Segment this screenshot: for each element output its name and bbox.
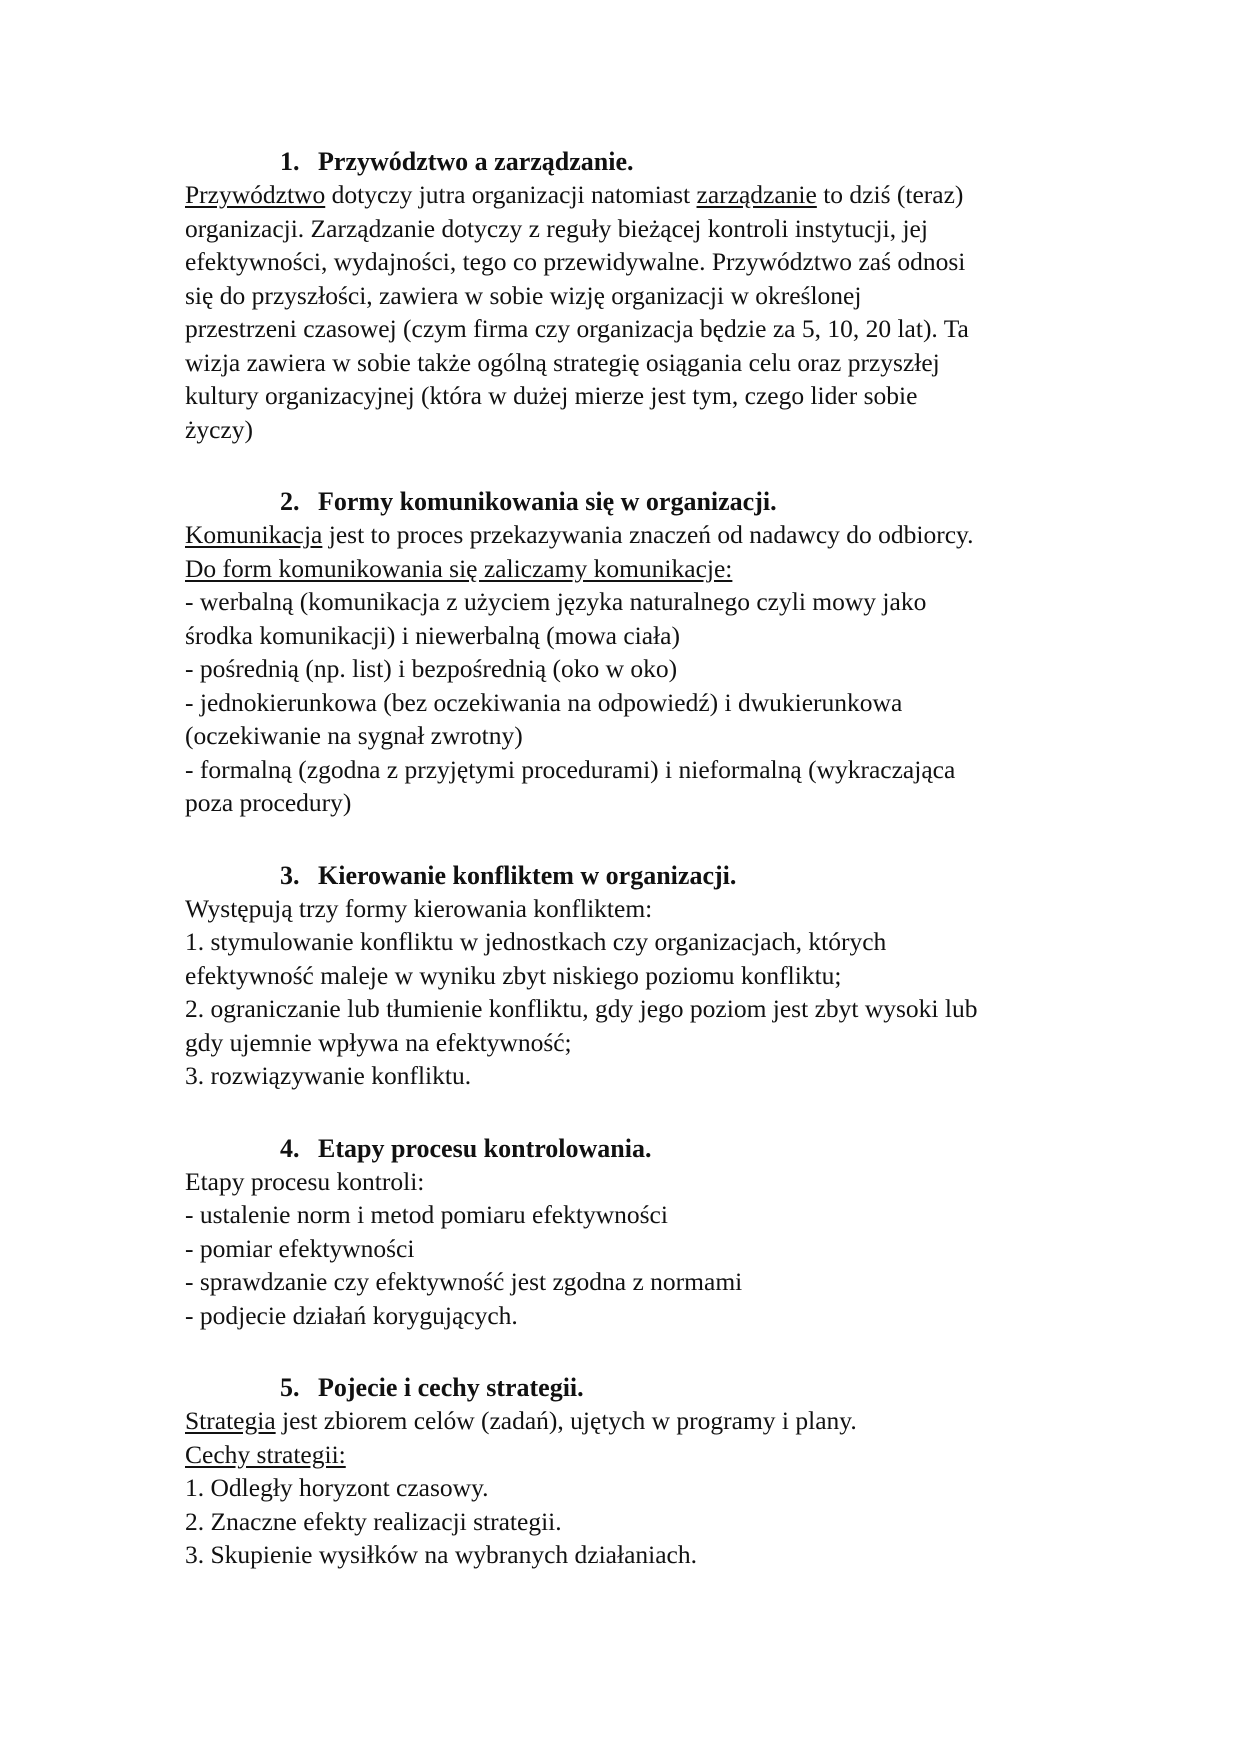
text-line bbox=[185, 552, 1125, 586]
text-line: 1. stymulowanie konfliktu w jednostkach czy organizacjach, których bbox=[185, 927, 887, 956]
text-line: efektywności, wydajności, tego co przewidywalne. Przywództwo zaś odnosi bbox=[185, 247, 966, 276]
text-line: - formalną (zgodna z przyjętymi procedurami) i nieformalną (wykraczająca bbox=[185, 754, 956, 784]
text-line: - werbalną (komunikacja z użyciem języka naturalnego czyli mowy jako bbox=[185, 587, 927, 616]
document-page bbox=[185, 145, 1125, 1611]
section-number: 2. bbox=[280, 487, 300, 516]
section-title: Przywództwo a zarządzanie. bbox=[318, 147, 634, 176]
text-line: - pośrednią (np. list) i bezpośrednią (oko w oko) bbox=[185, 654, 678, 683]
text-line: Etapy procesu kontroli: bbox=[185, 1166, 425, 1196]
text-segment: dotyczy jutra organizacji natomiast bbox=[325, 180, 697, 209]
section-heading bbox=[185, 1371, 1125, 1404]
text-line: środka komunikacji) i niewerbalną (mowa ciała) bbox=[185, 620, 680, 650]
text-line: gdy ujemnie wpływa na efektywność; bbox=[185, 1027, 572, 1057]
section-5 bbox=[185, 1371, 1125, 1572]
text-line: - ustalenie norm i metod pomiaru efektywności bbox=[185, 1200, 668, 1229]
text-line: organizacji. Zarządzanie dotyczy z reguły bieżącej kontroli instytucji, jej bbox=[185, 213, 928, 243]
text-line: 2. Znaczne efekty realizacji strategii. bbox=[185, 1506, 562, 1536]
underlined-term: Komunikacja bbox=[185, 520, 323, 549]
section-heading bbox=[185, 1132, 1125, 1165]
section-heading bbox=[185, 145, 1125, 178]
text-line: - jednokierunkowa (bez oczekiwania na odpowiedź) i dwukierunkowa bbox=[185, 687, 903, 717]
text-line: 1. Odległy horyzont czasowy. bbox=[185, 1473, 489, 1502]
underlined-term: Do form komunikowania się zaliczamy komunikacje: bbox=[185, 553, 733, 583]
text-line: 3. Skupienie wysiłków na wybranych działaniach. bbox=[185, 1540, 697, 1569]
text-line: - sprawdzanie czy efektywność jest zgodna z normami bbox=[185, 1267, 743, 1296]
section-number: 5. bbox=[280, 1373, 300, 1402]
section-3 bbox=[185, 859, 1125, 1093]
text-line: kultury organizacyjnej (która w dużej mierze jest tym, czego lider sobie bbox=[185, 381, 918, 410]
text-segment: jest zbiorem celów (zadań), ujętych w programy i plany. bbox=[275, 1406, 857, 1435]
section-number: 1. bbox=[280, 147, 300, 176]
text-line bbox=[185, 178, 1125, 212]
text-line bbox=[185, 1438, 1125, 1472]
text-line: się do przyszłości, zawiera w sobie wizję organizacji w określonej bbox=[185, 280, 862, 310]
underlined-term: zarządzanie bbox=[696, 180, 817, 209]
text-line: poza procedury) bbox=[185, 788, 352, 817]
section-2 bbox=[185, 485, 1125, 820]
section-title: Kierowanie konfliktem w organizacji. bbox=[318, 860, 737, 890]
text-line: przestrzeni czasowej (czym firma czy organizacja będzie za 5, 10, 20 lat). Ta bbox=[185, 314, 969, 343]
text-line: efektywność maleje w wyniku zbyt niskiego poziomu konfliktu; bbox=[185, 960, 842, 990]
text-segment: jest to proces przekazywania znaczeń od nadawcy do odbiorcy. bbox=[322, 520, 974, 549]
text-line: - pomiar efektywności bbox=[185, 1233, 415, 1263]
text-segment: to dziś (teraz) bbox=[816, 180, 964, 209]
text-line: wizja zawiera w sobie także ogólną strategię osiągania celu oraz przyszłej bbox=[185, 347, 940, 377]
text-line: Występują trzy formy kierowania konfliktem: bbox=[185, 893, 653, 923]
section-title: Pojecie i cechy strategii. bbox=[318, 1373, 584, 1402]
text-line bbox=[185, 518, 1125, 552]
section-number: 4. bbox=[280, 1133, 300, 1163]
section-heading bbox=[185, 859, 1125, 892]
underlined-term: Przywództwo bbox=[185, 180, 326, 209]
section-heading bbox=[185, 485, 1125, 518]
underlined-term: Strategia bbox=[185, 1406, 276, 1435]
text-line: 3. rozwiązywanie konfliktu. bbox=[185, 1061, 472, 1090]
section-number: 3. bbox=[280, 860, 300, 890]
section-title: Etapy procesu kontrolowania. bbox=[318, 1133, 652, 1163]
underlined-term: Cechy strategii: bbox=[185, 1439, 346, 1469]
section-1 bbox=[185, 145, 1125, 446]
text-line: - podjecie działań korygujących. bbox=[185, 1300, 518, 1330]
text-line: (oczekiwanie na sygnał zwrotny) bbox=[185, 721, 523, 750]
text-line bbox=[185, 1404, 1125, 1438]
text-line: życzy) bbox=[185, 414, 253, 444]
section-4 bbox=[185, 1132, 1125, 1333]
section-title: Formy komunikowania się w organizacji. bbox=[318, 487, 777, 516]
text-line: 2. ograniczanie lub tłumienie konfliktu, gdy jego poziom jest zbyt wysoki lub bbox=[185, 994, 978, 1023]
